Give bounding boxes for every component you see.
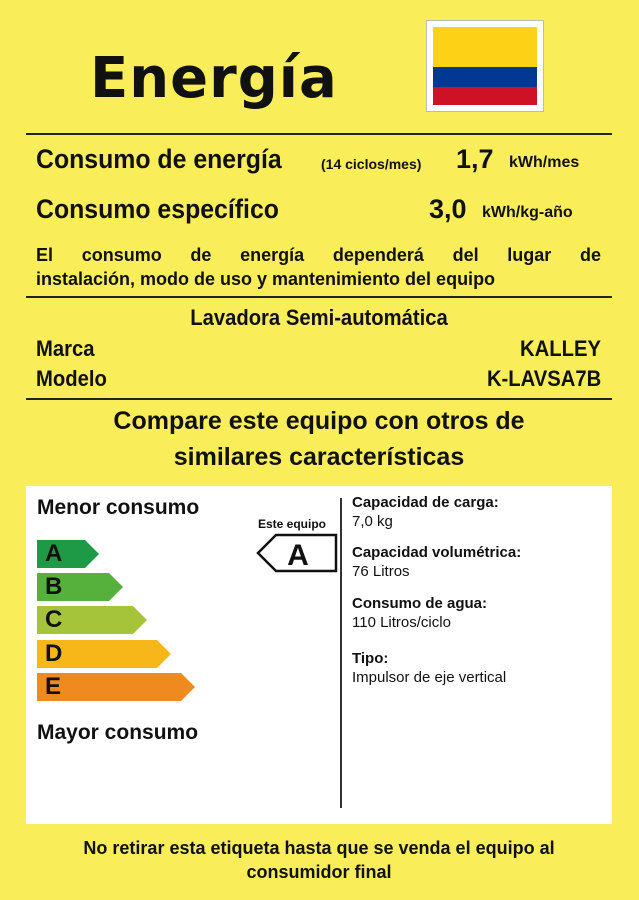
flag-stripe-red (433, 87, 537, 105)
efficiency-class-letter: B (37, 573, 109, 601)
efficiency-bar-tip (181, 673, 195, 701)
divider (26, 398, 612, 400)
energy-consumption-unit: kWh/mes (509, 154, 580, 171)
flag-stripe-yellow (433, 27, 537, 67)
cycles-note: (14 ciclos/mes) (321, 156, 422, 172)
spec-value: 110 Litros/ciclo (352, 614, 451, 631)
efficiency-class-letter: C (37, 606, 133, 634)
this-equipment-class-letter: A (287, 539, 309, 572)
spec-item (352, 595, 487, 631)
this-equipment-class-arrow (256, 533, 338, 573)
spec-value: Impulsor de eje vertical (352, 669, 507, 686)
energy-consumption-value: 1,7 (456, 144, 494, 174)
specific-consumption-row (36, 192, 606, 232)
energy-consumption-row (36, 142, 606, 182)
product-type-wrap (26, 305, 612, 331)
efficiency-class-letter: E (37, 673, 181, 701)
specific-consumption-value: 3,0 (429, 194, 467, 224)
efficiency-class-a-bar (37, 540, 99, 568)
consumption-note-line2: instalación, modo de uso y mantenimiento del equipo (36, 269, 496, 289)
efficiency-bar-tip (85, 540, 99, 568)
spec-heading: Capacidad de carga: (352, 494, 499, 511)
model-label: Modelo (36, 366, 107, 391)
panel-divider (340, 498, 342, 808)
efficiency-class-letter: D (37, 640, 157, 668)
spec-heading: Capacidad volumétrica: (352, 544, 522, 561)
model-value-wrap (477, 366, 601, 392)
spec-item (352, 650, 506, 686)
spec-heading: Tipo: (352, 650, 389, 667)
efficiency-bar-tip (133, 606, 147, 634)
highest-consumption-label: Mayor consumo (37, 721, 199, 744)
specific-consumption-label: Consumo específico (36, 194, 279, 224)
footer-line1: No retirar esta etiqueta hasta que se venda el equipo al (83, 838, 555, 858)
spec-item (352, 544, 521, 580)
colombia-flag-icon (426, 20, 544, 112)
efficiency-bar-tip (157, 640, 171, 668)
efficiency-class-c-bar (37, 606, 147, 634)
compare-line1: Compare este equipo con otros de (113, 407, 525, 435)
spec-heading: Consumo de agua: (352, 595, 488, 612)
divider (26, 296, 612, 298)
product-type: Lavadora Semi-automática (190, 305, 448, 330)
spec-item (352, 494, 499, 530)
brand-value: KALLEY (520, 336, 601, 361)
efficiency-class-letter: A (37, 540, 85, 568)
model-value: K-LAVSA7B (486, 366, 601, 391)
efficiency-bar-tip (109, 573, 123, 601)
this-equipment-label: Este equipo (258, 517, 327, 531)
specific-consumption-unit: kWh/kg-año (482, 204, 573, 221)
label-title: Energía (90, 46, 338, 111)
brand-label: Marca (36, 336, 95, 361)
brand-value-wrap (513, 336, 601, 362)
efficiency-class-b-bar (37, 573, 123, 601)
spec-value: 7,0 kg (352, 513, 393, 530)
divider (26, 133, 612, 135)
consumption-note-line1: El consumo de energía dependerá del lugar de (36, 245, 601, 265)
spec-value: 76 Litros (352, 563, 410, 580)
efficiency-class-d-bar (37, 640, 171, 668)
flag-stripe-blue (433, 67, 537, 87)
compare-line2: similares características (173, 443, 465, 471)
footer-line2: consumidor final (246, 862, 392, 882)
energy-consumption-label: Consumo de energía (36, 144, 282, 174)
efficiency-class-e-bar (37, 673, 195, 701)
lowest-consumption-label: Menor consumo (37, 496, 200, 519)
